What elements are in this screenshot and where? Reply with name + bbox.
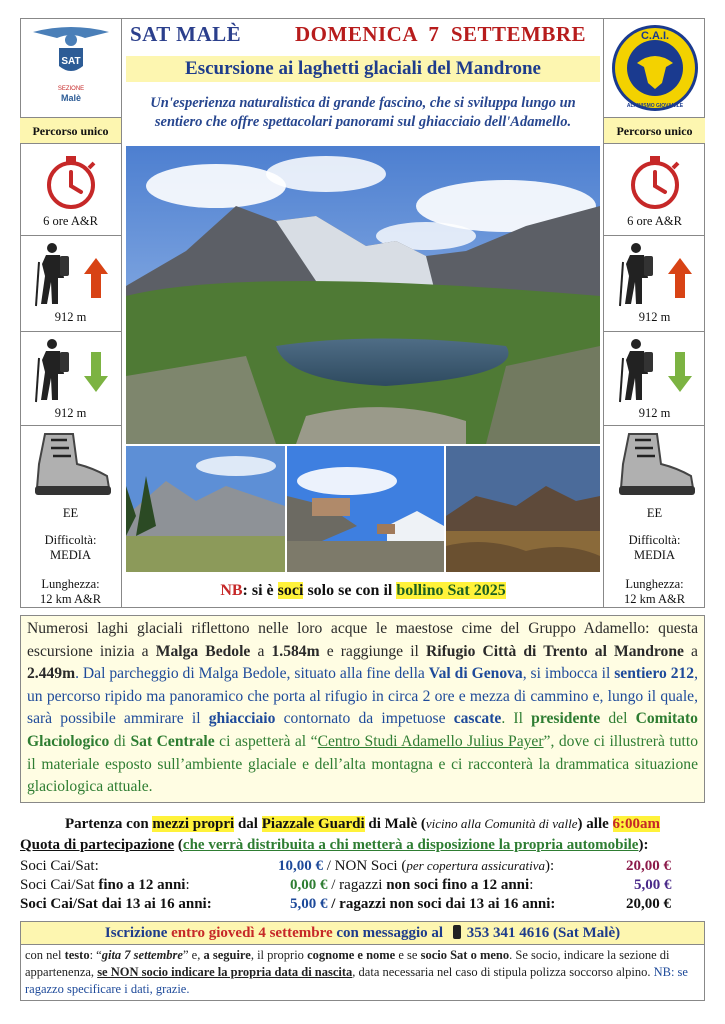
event-date: DOMENICA 7 SETTEMBRE	[295, 22, 587, 46]
sat-eagle-icon	[29, 18, 113, 114]
fee-heading	[20, 837, 705, 857]
svg-text:C.A.I.: C.A.I.	[640, 30, 669, 42]
desc-text: a	[683, 642, 698, 660]
fee-member-price: 5,00 €	[290, 896, 328, 912]
svg-text:ALPINISMO GIOVANILE: ALPINISMO GIOVANILE	[626, 103, 683, 109]
fee-row-mid: / ragazzi	[327, 877, 387, 893]
hiker-icon	[618, 338, 658, 404]
arrow-down-icon	[84, 352, 108, 392]
right-info-column	[603, 18, 705, 608]
note-text: , data necessaria nel caso di stipula polizza soccorso alpino.	[352, 965, 654, 979]
fee-row-mid-bold: non soci fino a 12 anni	[386, 877, 530, 893]
nb-text-1: : si è	[242, 582, 278, 599]
departure-text: ) alle	[577, 816, 613, 832]
nb-bollino: bollino Sat 2025	[396, 582, 506, 599]
time-cell	[20, 144, 121, 236]
departure-text: dal	[234, 816, 262, 832]
desc-altitude-end: 2.449m	[27, 665, 76, 683]
descent-value: 912 m	[54, 406, 87, 420]
note-bold: a seguire	[203, 948, 251, 962]
sat-logo	[20, 18, 121, 118]
desc-centro-studi: Centro Studi Adamello Julius Payer	[317, 732, 544, 750]
phone-icon	[453, 925, 461, 939]
length-label: Lunghezza:	[41, 577, 100, 591]
registration-phone[interactable]: 353 341 4616	[466, 925, 550, 941]
stopwatch-icon	[604, 152, 705, 212]
cai-logo	[604, 18, 705, 118]
desc-malga: Malga Bedole	[155, 642, 251, 660]
desc-text: , si imbocca il	[522, 665, 615, 683]
departure-text: di Malè (	[364, 816, 426, 832]
route-label: Percorso unico	[604, 118, 705, 144]
grade-cell	[604, 426, 705, 608]
fee-member-price: 0,00 €	[290, 877, 328, 893]
grade-value: EE	[646, 506, 663, 520]
difficulty-label: Difficoltà:	[628, 533, 681, 547]
arrow-up-icon	[668, 258, 692, 298]
photo-refuge	[287, 446, 444, 572]
fee-row	[20, 896, 705, 915]
desc-text: ”, dove ci illustrerà tutto il materiale esposto sull’ambiente glaciale e dell’alta montagna e ci racconterà la drammatica situazione glaciologica attuale.	[27, 732, 699, 796]
nb-text-2: solo se con il	[303, 582, 397, 599]
svg-text:Malè: Malè	[60, 93, 81, 103]
hiker-icon	[34, 338, 74, 404]
fee-member-price: 10,00 €	[278, 858, 323, 874]
desc-comitato: Comitato Glaciologico	[27, 710, 698, 750]
arrow-down-icon	[668, 352, 692, 392]
desc-rifugio: Rifugio Città di Trento al Mandrone	[425, 642, 684, 660]
fee-row-label: Soci Cai/Sat dai 13 ai 16 anni:	[20, 896, 212, 912]
svg-text:SAT: SAT	[60, 56, 81, 67]
fee-nonmember-price: 20,00 €	[626, 858, 671, 874]
desc-text: ci aspetterà al “	[214, 732, 318, 750]
departure-place: Piazzale Guardi	[261, 816, 365, 832]
arrow-up-icon	[84, 258, 108, 298]
fee-row-mid: :	[529, 877, 534, 893]
departure-means: mezzi propri	[152, 816, 235, 832]
registration-text: (Sat Malè)	[549, 925, 621, 941]
photo-sunset-peaks	[446, 446, 600, 572]
time-value: 6 ore A&R	[43, 214, 98, 228]
fee-label: Quota di partecipazione	[20, 837, 175, 853]
page-title: Escursione ai laghetti glaciali del Mandrone	[126, 56, 600, 82]
desc-text: e raggiunge il	[319, 642, 426, 660]
departure-note: vicino alla Comunità di valle	[425, 816, 578, 831]
ascent-value: 912 m	[54, 310, 87, 324]
fee-text: ):	[638, 837, 649, 853]
fee-section	[20, 837, 705, 912]
desc-text: a	[250, 642, 272, 660]
fee-row-label-bold: fino a 12 anni	[98, 877, 186, 893]
departure-text: Partenza con	[64, 816, 153, 832]
note-bold: socio Sat o meno	[420, 948, 510, 962]
photo-valley	[126, 446, 285, 572]
length-label: Lunghezza:	[625, 577, 684, 591]
left-info-column	[20, 18, 122, 608]
grade-value: EE	[62, 506, 79, 520]
fee-nonmember-price: 5,00 €	[634, 877, 672, 893]
hiker-icon	[34, 242, 74, 308]
desc-ghiacciaio: ghiacciaio	[208, 710, 276, 728]
desc-sentiero: sentiero 212	[614, 665, 695, 683]
fee-row	[20, 858, 705, 877]
registration-text: Iscrizione	[104, 925, 172, 941]
route-label: Percorso unico	[20, 118, 121, 144]
fee-row-mid: / ragazzi non soci dai 13 ai 16 anni:	[327, 896, 556, 912]
desc-text: . Il	[501, 710, 532, 728]
departure-time: 6:00am	[612, 816, 661, 832]
fee-note: che verrà distribuita a chi metterà a disposizione la propria automobile	[182, 837, 639, 853]
desc-text: , un percorso ripido ma panoramico che porta al rifugio in circa 2 ore e mezza di cammino e, lungo il quale, sarà possibile ammirare il	[27, 665, 699, 728]
desc-cascate: cascate	[453, 710, 502, 728]
note-bold: gita 7 settembre	[101, 948, 183, 962]
svg-text:SEZIONE: SEZIONE	[57, 86, 84, 92]
boot-icon	[611, 430, 699, 500]
length-value: 12 km A&R	[39, 592, 102, 606]
descent-value: 912 m	[638, 406, 671, 420]
boot-icon	[27, 430, 115, 500]
note-text: : “	[89, 948, 102, 962]
difficulty-label: Difficoltà:	[44, 533, 97, 547]
note-bold: se NON socio indicare la propria data di nascita	[97, 965, 353, 979]
registration-text: con messaggio al	[332, 925, 447, 941]
fee-nonmember-price: 20,00 €	[626, 896, 671, 912]
departure-info	[20, 816, 705, 833]
nb-prefix: NB	[220, 582, 243, 599]
fee-text: (	[174, 837, 183, 853]
description-panel	[20, 615, 705, 803]
desc-val: Val di Genova	[428, 665, 523, 683]
note-text: e se	[395, 948, 421, 962]
desc-presidente: presidente	[531, 710, 601, 728]
note-text: ” e,	[182, 948, 204, 962]
ascent-cell	[20, 236, 121, 332]
note-text: , il proprio	[250, 948, 308, 962]
descent-cell	[604, 332, 705, 426]
stopwatch-icon	[20, 152, 121, 212]
desc-altitude-start: 1.584m	[271, 642, 320, 660]
fee-row	[20, 877, 705, 896]
desc-text: contornato da impetuose	[275, 710, 454, 728]
time-value: 6 ore A&R	[627, 214, 682, 228]
time-cell	[604, 144, 705, 236]
note-text: con nel	[25, 948, 65, 962]
grade-cell	[20, 426, 121, 608]
nb-soci: soci	[277, 582, 304, 599]
note-nb: NB: se ragazzo specificare i dati, grazie.	[25, 965, 688, 996]
desc-text: del	[600, 710, 636, 728]
desc-text: Numerosi laghi glaciali riflettono nelle loro acque le maestose cime del Gruppo Adamello: questa escursione inizia a	[27, 620, 698, 660]
note-text: . Se socio, indicare la sezione di appartenenza,	[25, 948, 670, 979]
hiker-icon	[618, 242, 658, 308]
fee-row-note: per copertura assicurativa	[406, 858, 545, 873]
intro-text: Un'esperienza naturalistica di grande fascino, che si sviluppa lungo un sentiero che offre spettacolari panorami sul ghiacciaio dell'Adamello.	[150, 95, 576, 130]
fee-row-label: Soci Cai/Sat	[20, 877, 99, 893]
note-bold: cognome e nome	[307, 948, 396, 962]
difficulty-value: MEDIA	[634, 548, 675, 562]
desc-text: . Dal parcheggio di Malga Bedole, situato alla fine della	[75, 665, 429, 683]
sat-title: SAT MALÈ	[130, 22, 242, 46]
ascent-value: 912 m	[638, 310, 671, 324]
registration-instructions	[20, 945, 705, 1001]
desc-text: di	[109, 732, 131, 750]
main-photo-lake	[126, 146, 600, 444]
ascent-cell	[604, 236, 705, 332]
desc-sat-centrale: Sat Centrale	[130, 732, 215, 750]
length-value: 12 km A&R	[623, 592, 686, 606]
fee-row-mid: ):	[544, 858, 555, 874]
registration-deadline: entro giovedì 4 settembre	[171, 925, 333, 941]
fee-row-mid: / NON Soci (	[323, 858, 407, 874]
membership-note	[126, 577, 600, 605]
fee-row-label: :	[185, 877, 190, 893]
note-bold: testo	[64, 948, 90, 962]
cai-eagle-icon	[610, 23, 700, 113]
fee-row-label: Soci Cai/Sat:	[20, 858, 99, 874]
registration-bar	[20, 921, 705, 945]
difficulty-value: MEDIA	[50, 548, 91, 562]
descent-cell	[20, 332, 121, 426]
